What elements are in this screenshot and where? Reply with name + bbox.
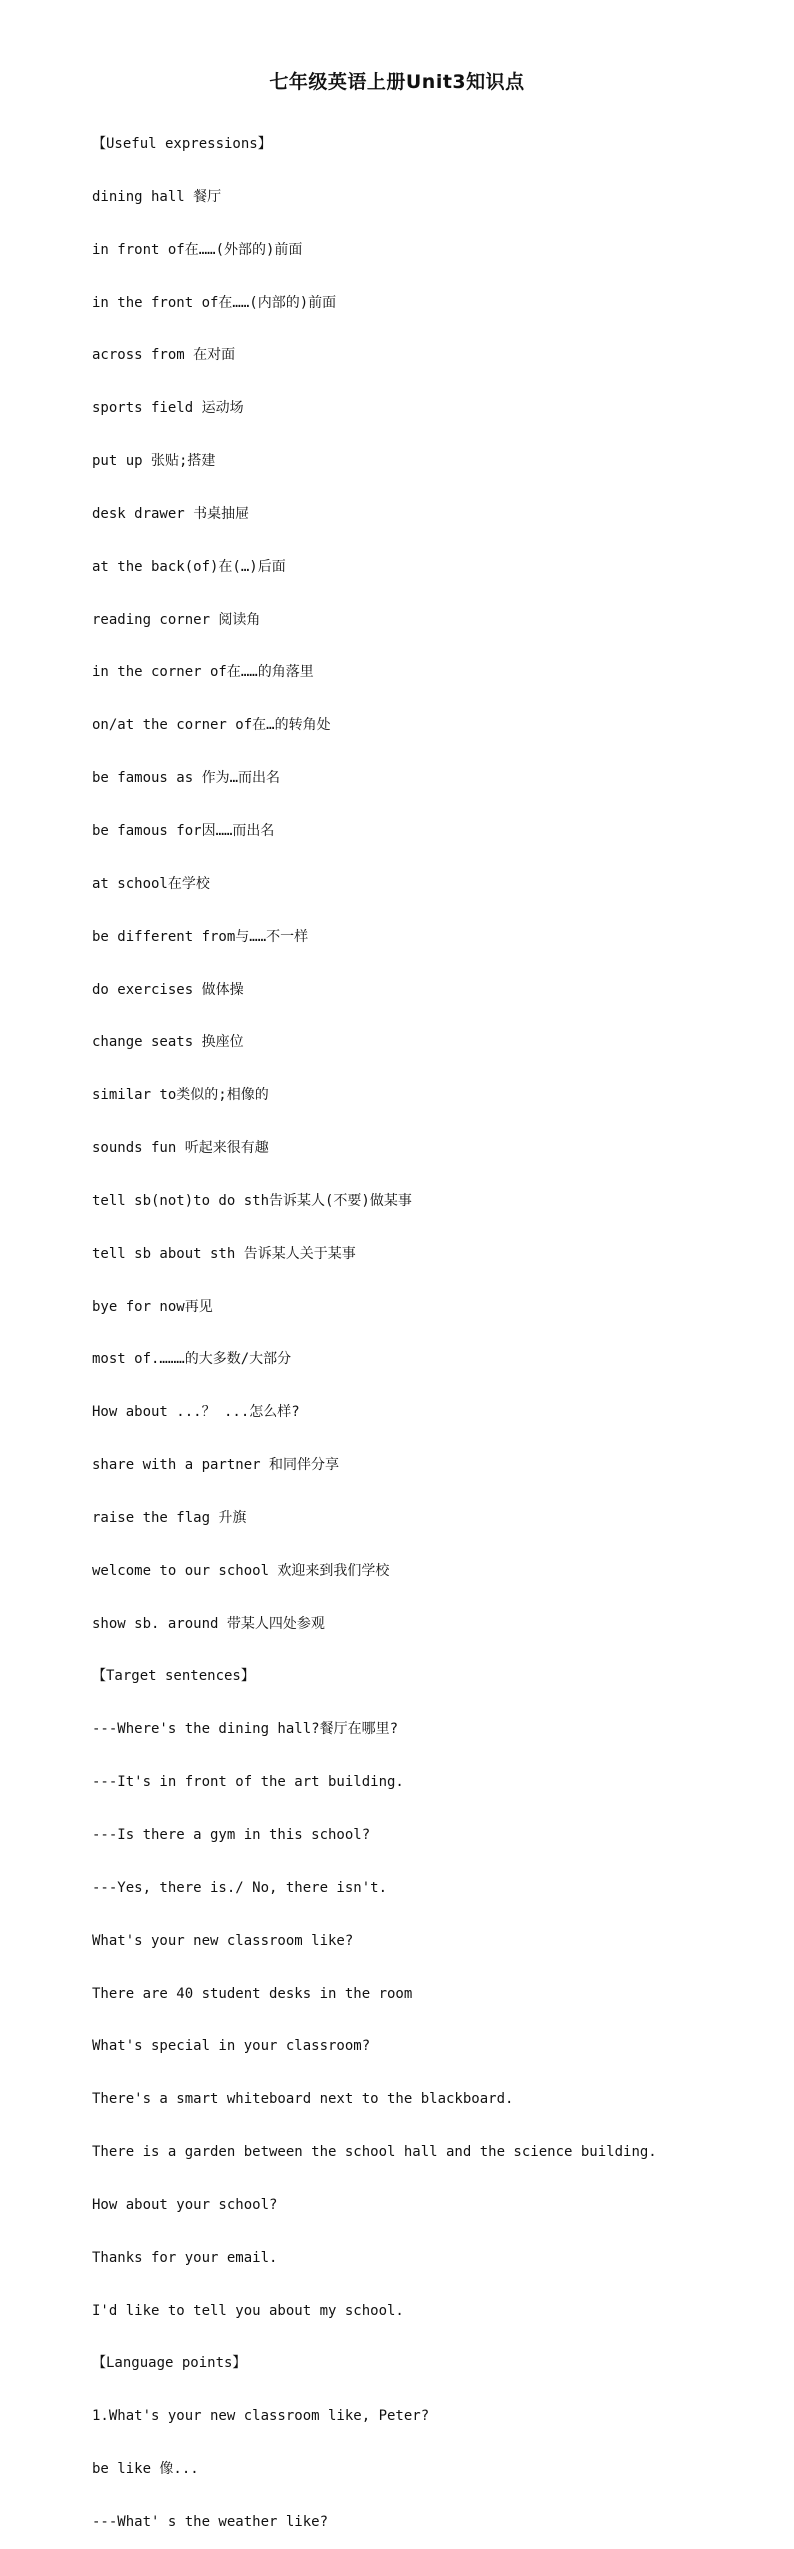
section-heading-useful-expressions: 【Useful expressions】 [92, 136, 272, 152]
sentence-line: ---Where's the dining hall?餐厅在哪里? [92, 1721, 399, 1738]
expression-line: at school在学校 [92, 875, 210, 892]
expression-line: sports field 运动场 [92, 400, 244, 417]
expression-line: reading corner 阅读角 [92, 611, 261, 628]
expression-line: show sb. around 带某人四处参观 [92, 1615, 325, 1632]
expression-line: be famous as 作为…而出名 [92, 770, 281, 787]
sentence-line: What's your new classroom like? [92, 1932, 354, 1949]
sentence-line: I'd like to tell you about my school. [92, 2302, 404, 2319]
section-heading-language-points: 【Language points】 [92, 2355, 247, 2372]
expression-line: across from 在对面 [92, 347, 236, 364]
section-heading-target-sentences: 【Target sentences】 [92, 1668, 255, 1685]
language-point-line: 1.What's your new classroom like, Peter? [92, 2408, 430, 2425]
expression-line: similar to类似的;相像的 [92, 1087, 269, 1104]
expression-line: in front of在……(外部的)前面 [92, 241, 303, 258]
expression-line: be famous for因……而出名 [92, 822, 275, 839]
sentence-line: ---It's in front of the art building. [92, 1774, 404, 1791]
expression-line: at the back(of)在(…)后面 [92, 558, 286, 575]
sentence-line: How about your school? [92, 2196, 278, 2213]
expression-line: most of.………的大多数/大部分 [92, 1351, 292, 1368]
sentence-line: Thanks for your email. [92, 2249, 278, 2266]
sentence-line: What's special in your classroom? [92, 2038, 371, 2055]
expression-line: tell sb(not)to do sth告诉某人(不要)做某事 [92, 1192, 412, 1209]
expression-line: welcome to our school 欢迎来到我们学校 [92, 1562, 390, 1579]
expression-line: do exercises 做体操 [92, 981, 244, 998]
expression-line: dining hall 餐厅 [92, 188, 222, 205]
expression-line: How about ...？ ...怎么样? [92, 1404, 300, 1421]
expression-line: sounds fun 听起来很有趣 [92, 1140, 269, 1157]
expression-line: be different from与……不一样 [92, 928, 309, 945]
expression-line: in the corner of在……的角落里 [92, 664, 314, 681]
page-title: 七年级英语上册Unit3知识点 [269, 71, 525, 93]
expression-line: in the front of在……(内部的)前面 [92, 294, 337, 311]
sentence-line: There are 40 student desks in the room [92, 1985, 413, 2002]
expression-line: raise the flag 升旗 [92, 1509, 247, 1526]
sentence-line: ---Yes, there is./ No, there isn't. [92, 1879, 388, 1896]
expression-line: tell sb about sth 告诉某人关于某事 [92, 1245, 356, 1262]
expression-line: on/at the corner of在…的转角处 [92, 717, 331, 734]
expression-line: desk drawer 书桌抽屉 [92, 505, 250, 522]
language-point-line: be like 像... [92, 2461, 199, 2478]
document-body [92, 102, 772, 2549]
expression-line: put up 张贴;搭建 [92, 453, 216, 470]
sentence-line: There's a smart whiteboard next to the blackboard. [92, 2091, 514, 2108]
sentence-line: There is a garden between the school hall and the science building. [92, 2144, 657, 2161]
expression-line: share with a partner 和同伴分享 [92, 1457, 340, 1474]
language-point-line: ---What' s the weather like? [92, 2513, 329, 2530]
expression-line: change seats 换座位 [92, 1034, 244, 1051]
sentence-line: ---Is there a gym in this school? [92, 1827, 371, 1843]
expression-line: bye for now再见 [92, 1298, 213, 1315]
